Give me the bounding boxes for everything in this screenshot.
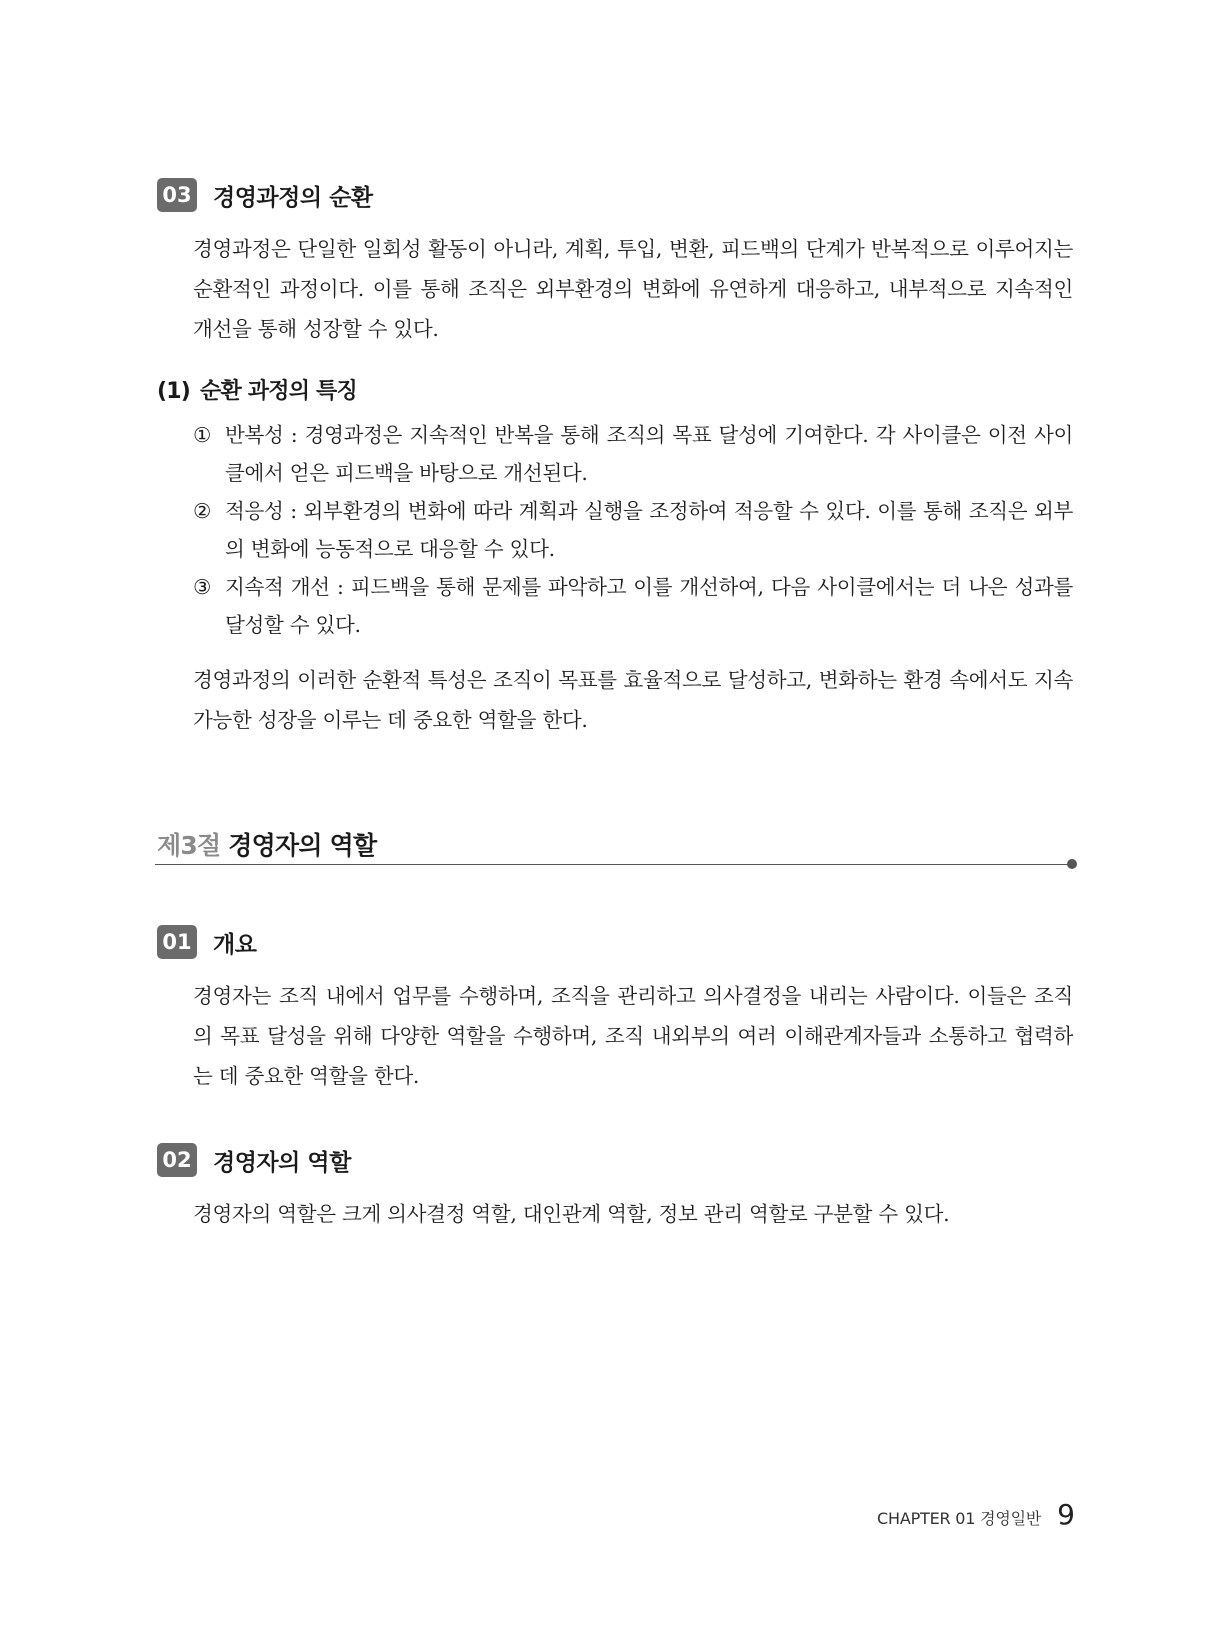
- section-badge: 01: [157, 925, 197, 959]
- feature-list: [193, 416, 1073, 644]
- list-item: [193, 492, 1073, 568]
- list-marker: ②: [193, 499, 212, 523]
- page-footer: [877, 1498, 1075, 1531]
- section-badge: 02: [157, 1143, 197, 1177]
- subsection-title: 순환 과정의 특징: [200, 379, 357, 404]
- list-item-text: : 경영과정은 지속적인 반복을 통해 조직의 목표 달성에 기여한다. 각 사이클은 이전 사이클에서 얻은 피드백을 바탕으로 개선된다.: [225, 423, 1073, 485]
- list-item-term: 적응성: [225, 499, 284, 523]
- section-heading-02: [157, 1143, 351, 1177]
- list-item-term: 반복성: [225, 423, 284, 447]
- list-item: [193, 568, 1073, 644]
- list-item: [193, 416, 1073, 492]
- subsection-number: (1): [157, 379, 191, 404]
- section-title: 개요: [213, 931, 257, 958]
- chapter-divider: [155, 864, 1075, 865]
- section-paragraph: 경영자의 역할은 크게 의사결정 역할, 대인관계 역할, 정보 관리 역할로 구분할 수 있다.: [193, 1202, 950, 1226]
- closing-paragraph: 경영과정의 이러한 순환적 특성은 조직이 목표를 효율적으로 달성하고, 변화하는 환경 속에서도 지속 가능한 성장을 이루는 데 중요한 역할을 한다.: [193, 668, 1073, 732]
- list-item-text: : 피드백을 통해 문제를 파악하고 이를 개선하여, 다음 사이클에서는 더 나은 성과를 달성할 수 있다.: [225, 575, 1073, 637]
- section-title: 경영자의 역할: [213, 1149, 351, 1176]
- list-marker: ③: [193, 575, 212, 599]
- section-paragraph: 경영과정은 단일한 일회성 활동이 아니라, 계획, 투입, 변환, 피드백의 단계가 반복적으로 이루어지는 순환적인 과정이다. 이를 통해 조직은 외부환경의 변화에 유연하게 대응하고, 내부적으로 지속적인 개선을 통해 성장할 수 있다.: [193, 237, 1073, 341]
- chapter-label: CHAPTER 01 경영일반: [877, 1509, 1042, 1528]
- list-item-term: 지속적 개선: [225, 575, 330, 599]
- list-marker: ①: [193, 423, 212, 447]
- section-paragraph: 경영자는 조직 내에서 업무를 수행하며, 조직을 관리하고 의사결정을 내리는 사람이다. 이들은 조직의 목표 달성을 위해 다양한 역할을 수행하며, 조직 내외부의 여러 이해관계자들과 소통하고 협력하는 데 중요한 역할을 한다.: [193, 984, 1073, 1088]
- chapter-number: 제3절: [157, 831, 221, 860]
- section-heading-03: [157, 178, 373, 212]
- page-number: 9: [1057, 1498, 1075, 1531]
- divider-dot: [1067, 859, 1077, 869]
- section-title: 경영과정의 순환: [213, 184, 373, 211]
- section-heading-01: [157, 925, 256, 959]
- chapter-heading: [157, 826, 376, 862]
- chapter-title: 경영자의 역할: [228, 831, 377, 860]
- subsection-heading: [157, 374, 357, 405]
- list-item-text: : 외부환경의 변화에 따라 계획과 실행을 조정하여 적응할 수 있다. 이를 통해 조직은 외부의 변화에 능동적으로 대응할 수 있다.: [225, 499, 1073, 561]
- section-badge: 03: [157, 178, 197, 212]
